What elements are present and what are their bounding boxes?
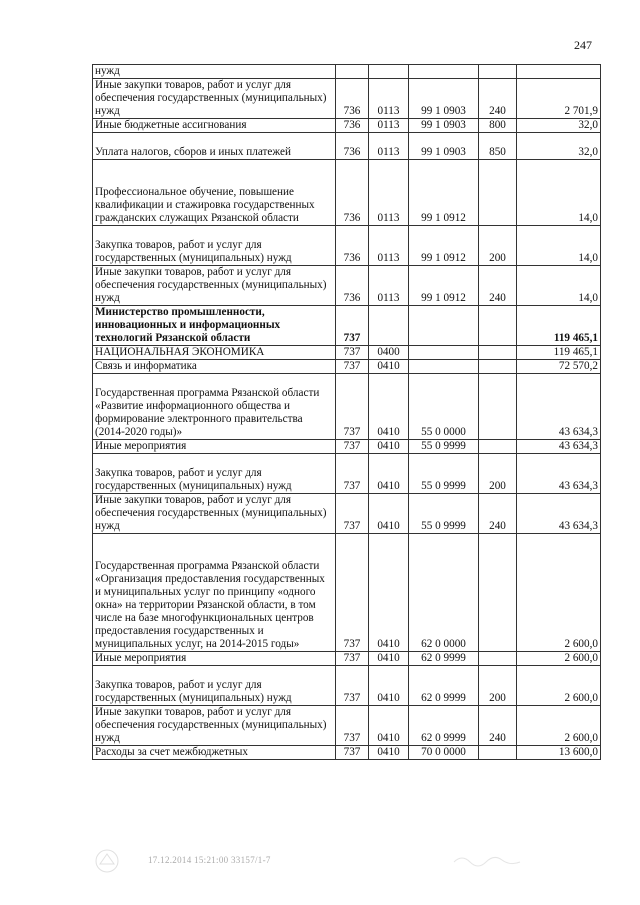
cell-name: Закупка товаров, работ и услуг для государственных (муниципальных) нужд [93,666,336,706]
cell-rz: 0410 [369,746,409,760]
footer-timestamp: 17.12.2014 15:21:00 33157/1-7 [148,855,271,865]
cell-name: Иные мероприятия [93,652,336,666]
cell-csr [409,306,479,346]
cell-csr: 62 0 0000 [409,534,479,652]
cell-rz: 0113 [369,79,409,119]
cell-rz: 0410 [369,652,409,666]
cell-name: Иные закупки товаров, работ и услуг для обеспечения государственных (муниципальных) нужд [93,79,336,119]
table-row [93,534,601,652]
cell-vr: 240 [479,266,517,306]
table-row [93,454,601,494]
cell-csr: 70 0 0000 [409,746,479,760]
cell-amount [517,65,601,79]
table-row [93,79,601,119]
cell-amount: 2 701,9 [517,79,601,119]
cell-rz: 0113 [369,119,409,133]
cell-name: Иные закупки товаров, работ и услуг для обеспечения государственных (муниципальных) нужд [93,494,336,534]
table-row [93,360,601,374]
cell-csr: 62 0 9999 [409,706,479,746]
cell-name: Государственная программа Рязанской области «Развитие информационного общества и формирование электронного правительства (2014-2020 годы)» [93,374,336,440]
table-row [93,160,601,226]
cell-rz: 0410 [369,494,409,534]
cell-name: Иные закупки товаров, работ и услуг для обеспечения государственных (муниципальных) нужд [93,266,336,306]
cell-gr [336,65,369,79]
cell-amount: 14,0 [517,226,601,266]
cell-gr: 736 [336,79,369,119]
cell-rz: 0410 [369,440,409,454]
cell-gr: 737 [336,440,369,454]
cell-csr: 99 1 0912 [409,160,479,226]
cell-gr: 737 [336,454,369,494]
cell-vr: 800 [479,119,517,133]
table-row [93,746,601,760]
cell-gr: 737 [336,706,369,746]
cell-vr: 200 [479,226,517,266]
cell-amount: 13 600,0 [517,746,601,760]
table-row [93,374,601,440]
cell-name: НАЦИОНАЛЬНАЯ ЭКОНОМИКА [93,346,336,360]
cell-gr: 737 [336,666,369,706]
cell-gr: 737 [336,360,369,374]
cell-rz: 0410 [369,454,409,494]
cell-gr: 736 [336,119,369,133]
cell-amount: 14,0 [517,160,601,226]
cell-amount: 32,0 [517,119,601,133]
cell-vr [479,360,517,374]
cell-vr: 850 [479,133,517,160]
cell-name: Расходы за счет межбюджетных [93,746,336,760]
table-row [93,65,601,79]
cell-amount: 43 634,3 [517,494,601,534]
cell-gr: 737 [336,306,369,346]
cell-vr [479,160,517,226]
cell-gr: 736 [336,266,369,306]
cell-rz: 0400 [369,346,409,360]
cell-amount: 32,0 [517,133,601,160]
cell-vr [479,534,517,652]
cell-vr: 240 [479,494,517,534]
cell-rz: 0113 [369,266,409,306]
cell-rz: 0113 [369,160,409,226]
cell-csr: 99 1 0903 [409,119,479,133]
cell-amount: 43 634,3 [517,454,601,494]
cell-amount: 43 634,3 [517,440,601,454]
cell-name: Министерство промышленности, инновационных и информационных технологий Рязанской области [93,306,336,346]
cell-vr [479,374,517,440]
cell-csr: 55 0 9999 [409,494,479,534]
cell-csr: 99 1 0912 [409,266,479,306]
table-row [93,306,601,346]
table-row [93,494,601,534]
cell-name: Иные мероприятия [93,440,336,454]
page-number: 247 [574,38,592,52]
cell-rz [369,65,409,79]
cell-amount: 2 600,0 [517,652,601,666]
cell-name: Закупка товаров, работ и услуг для государственных (муниципальных) нужд [93,454,336,494]
table-row [93,440,601,454]
cell-vr [479,306,517,346]
cell-vr [479,746,517,760]
cell-name: Иные бюджетные ассигнования [93,119,336,133]
cell-csr: 99 1 0903 [409,79,479,119]
table-row [93,119,601,133]
cell-gr: 737 [336,534,369,652]
cell-rz: 0113 [369,226,409,266]
cell-name: Государственная программа Рязанской области «Организация предоставления государственных и муниципальных услуг по принципу «одного окна» на территории Рязанской области, в том числе на базе многофункциональных центров предоставления государственных и муниципальных услуг, на 2014-2015 годы» [93,534,336,652]
cell-gr: 737 [336,374,369,440]
cell-csr: 62 0 9999 [409,666,479,706]
table-row [93,226,601,266]
cell-rz: 0410 [369,534,409,652]
cell-gr: 737 [336,652,369,666]
cell-name: нужд [93,65,336,79]
table-row [93,133,601,160]
cell-amount: 119 465,1 [517,306,601,346]
budget-table-body [93,65,601,760]
cell-name: Закупка товаров, работ и услуг для государственных (муниципальных) нужд [93,226,336,266]
cell-csr [409,65,479,79]
cell-vr: 200 [479,666,517,706]
cell-csr: 55 0 9999 [409,454,479,494]
cell-csr: 99 1 0912 [409,226,479,266]
scan-mark-icon [452,852,522,868]
cell-csr [409,360,479,374]
cell-csr: 99 1 0903 [409,133,479,160]
cell-amount: 43 634,3 [517,374,601,440]
cell-name: Связь и информатика [93,360,336,374]
cell-vr [479,652,517,666]
table-row [93,652,601,666]
cell-gr: 737 [336,746,369,760]
cell-csr: 62 0 9999 [409,652,479,666]
cell-gr: 737 [336,346,369,360]
cell-gr: 736 [336,226,369,266]
cell-vr [479,65,517,79]
table-row [93,346,601,360]
cell-gr: 737 [336,494,369,534]
cell-amount: 2 600,0 [517,666,601,706]
cell-amount: 2 600,0 [517,534,601,652]
cell-csr [409,346,479,360]
cell-rz [369,306,409,346]
cell-amount: 72 570,2 [517,360,601,374]
cell-vr [479,440,517,454]
cell-rz: 0410 [369,374,409,440]
table-row [93,266,601,306]
cell-vr [479,346,517,360]
table-row [93,666,601,706]
cell-amount: 2 600,0 [517,706,601,746]
cell-amount: 119 465,1 [517,346,601,360]
cell-rz: 0113 [369,133,409,160]
stamp-icon [94,848,120,874]
cell-rz: 0410 [369,706,409,746]
cell-name: Профессиональное обучение, повышение квалификации и стажировка государственных гражданских служащих Рязанской области [93,160,336,226]
cell-csr: 55 0 9999 [409,440,479,454]
cell-rz: 0410 [369,666,409,706]
cell-name: Иные закупки товаров, работ и услуг для обеспечения государственных (муниципальных) нужд [93,706,336,746]
cell-rz: 0410 [369,360,409,374]
budget-table [92,64,601,760]
cell-vr: 240 [479,79,517,119]
cell-vr: 200 [479,454,517,494]
cell-csr: 55 0 0000 [409,374,479,440]
cell-name: Уплата налогов, сборов и иных платежей [93,133,336,160]
cell-gr: 736 [336,133,369,160]
table-row [93,706,601,746]
cell-vr: 240 [479,706,517,746]
cell-gr: 736 [336,160,369,226]
cell-amount: 14,0 [517,266,601,306]
